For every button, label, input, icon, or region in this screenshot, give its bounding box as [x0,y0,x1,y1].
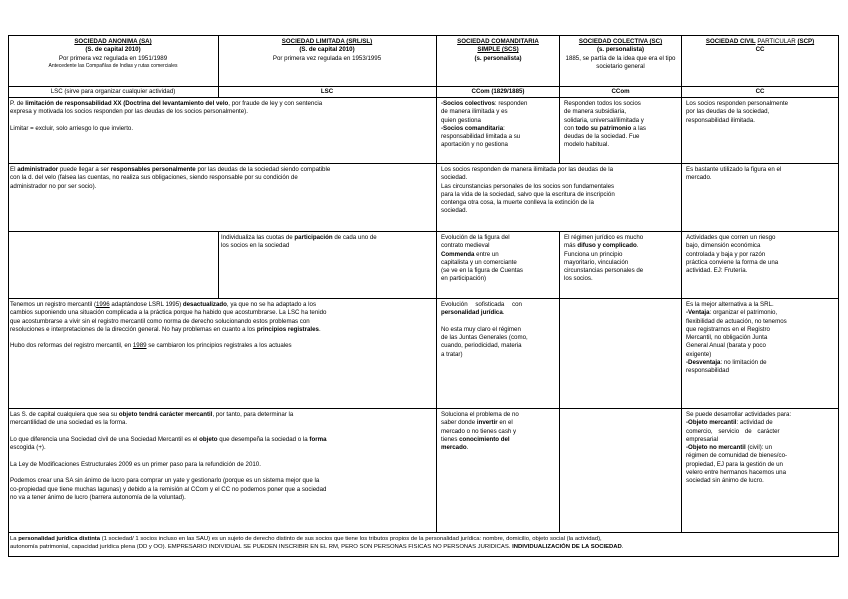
header-sl [220,38,434,63]
header-scp-title-bold: SOCIEDAD CIVIL [705,38,756,45]
text: propiedad, EJ para la gestión de un [686,460,783,468]
text: a las [632,124,646,132]
text: no va a tener ánimo de lucro (barrera autonomía de la voluntad). [10,493,186,501]
text: Funciona un principio [564,250,623,258]
text: . [636,242,639,250]
header-scp [683,38,837,55]
law-sa: LSC (sirve para organizar cualquier actividad) [50,88,176,95]
row-divider [8,532,839,533]
header-sa-regulada: Por primera vez regulada en 1951/1989 [58,54,168,62]
text: de cada uno de [334,234,377,241]
text: co-propiedad que tiene muchas lagunas) y debido a la remisión al CCom y el CC no podemos poner que a sociedad [10,485,327,493]
text: Es la mejor alternativa a la SRL. [686,301,774,308]
text: Individualiza las cuotas de [221,234,293,241]
column-divider [681,35,682,532]
text: práctica conviene la forma de una [686,258,779,266]
text: velero entre hermanos hacemos una [686,469,787,477]
header-sc-persona: (s. personalista) [596,46,645,54]
text-bold: forma [309,435,327,443]
row5-sa-sl [10,411,434,502]
text-bold: administrador [17,166,59,173]
text: cuando, periodicidad, materia [441,342,522,350]
text: mercantilidad de una sociedad es la forma. [10,419,128,427]
text: responsabilidad ilimitada. [686,116,755,124]
text: Limitar = excluir, solo arriesgo lo que invierto. [10,124,134,132]
text-bold: -Ventaja [686,309,710,317]
text: de las Juntas Generales (como, [441,334,528,342]
text: Evolución de la figura del [441,234,510,241]
text: : no limitación de [720,359,767,367]
text: Evolución sofisticada con [441,301,522,308]
text: Responden todos los socios [564,100,641,107]
row-divider [8,231,839,232]
row2-scp [686,166,837,183]
text: por las deudas de la sociedad, [686,108,770,116]
header-scs-title-b: SIMPLE (SCS) [477,46,519,54]
text: puede llegar a ser [59,166,110,173]
row-divider [8,97,839,98]
text-underline: 1989 [132,342,147,350]
text: Tenemos un registro mercantil ( [10,301,97,308]
row5-scp [686,411,837,486]
text-bold: desactualizado [182,301,227,308]
row3-sc [564,234,680,284]
text-bold: limitación de responsabilidad XX (Doctrina del levantamiento del velo [25,100,229,107]
text: Podemos crear una SA sin ánimo de lucro para comprar un yate y gestionarlo (porque es un sistema mejor que la [10,477,320,485]
row2-sa-sl [10,166,434,191]
text: quien gestiona [441,116,481,124]
text: sociedad sin ánimo de lucro. [686,477,764,485]
text: mercado o no tienes cash y [441,427,517,435]
text-bold: participación [294,234,333,241]
text: flexibilidad de actuación, no tenemos [686,317,787,325]
text: . [502,309,505,317]
text: (civil): un [747,444,773,452]
row4-scs [441,301,558,359]
text: El régimen jurídico es mucho [564,234,644,241]
text: sociedad. [441,207,468,215]
row4-sa-sl [10,301,434,351]
text: que registrarnos en el Registro [686,325,770,333]
text: controlada y baja y por razón [686,250,766,258]
text: circunstancias personales de [564,267,644,275]
text: (se ve en la figura de Cuentas [441,267,523,275]
text: adaptándose LSRL 1995) [111,301,182,308]
column-divider [218,35,219,98]
text: por las deudas de la sociedad siendo compatible [197,166,331,173]
header-sl-regulada: Por primera vez regulada en 1953/1995 [272,54,382,62]
text-bold: -Objeto no mercantil [686,444,746,452]
text: mayoritario, vinculación [564,258,629,266]
column-divider [559,231,560,532]
text: más [564,242,576,250]
text: solidaria, universal/ilimitada y [564,116,644,124]
row3-scp [686,234,837,275]
row3-scs [441,234,558,284]
row-divider [8,298,839,299]
row-divider [8,86,839,87]
text: (1 sociedad/ 1 socios incluso en las SAU) es un sujeto de derecho distinto de sus socios que tiene los tributos propios de la personalidad jurídica: nombre, domicilio, objeto social (la actividad), [101,536,602,542]
header-scp-title-tail: (SCP) [797,38,815,45]
header-sc-desc: 1885, se partía de la idea que era el tipo societario general [565,54,676,70]
text: régimen de comunidad de bienes/co- [686,452,788,460]
text: con [564,124,574,132]
text: Las circunstancias personales de los socios son fundamentales [441,182,615,190]
header-sa-antecedente: Antecedente las Compañías de Indias y rutas comerciales [48,62,178,69]
text: comercio, servicio de carácter [686,427,780,435]
row2-scs-sc [441,166,680,216]
text: cambios suponiendo una situación complicada a la práctica porque ha habido que acostumbrarse. La LSC ha tenido [10,309,327,317]
text: actividad. EJ: Frutería. [686,267,748,275]
row1-sc [564,100,680,150]
text: . [318,325,321,333]
text: autonomía patrimonial, capacidad jurídica plena (DD y OO). EMPRESARIO INDIVIDUAL SE PUEDEN INSCRIBIR EN EL RM, PERO SON PERSONAS FISICAS NO PERSONAS JURIDICAS. [10,544,511,551]
text: Mercantil, no obligación Junta [686,334,768,342]
text: . [621,544,624,551]
text: Se puede desarrollar actividades para: [686,411,792,418]
text: administrador no por ser socio). [10,182,97,190]
table-border-right [838,35,839,557]
text: resoluciones e interpretaciones de la dirección general. No hay problemas en cuanto a los [10,325,256,333]
text-bold: difuso y complicado [577,242,637,250]
text-bold: invertir [476,419,498,427]
row-divider [8,163,839,164]
text: escogida (+). [10,444,46,452]
text: responsabilidad [686,367,730,375]
text-bold: mercado [441,444,467,452]
row3-sl [221,234,435,251]
header-scp-cc: CC [755,46,765,54]
header-scs-persona: (s. personalista) [474,54,522,62]
text: La Ley de Modificaciones Estructurales 2009 es un primer paso para la refundición de 2010. [10,460,261,468]
text: en el [499,419,513,427]
text-bold: INDIVIDUALIZACIÓN DE LA SOCIEDAD [512,544,622,551]
text: aportación y no gestiona [441,141,508,149]
text-underline: 1996 [96,301,110,308]
text: Lo que diferencia una Sociedad civil de una Sociedad Mercantil es el [10,435,198,443]
header-sl-capital: (S. de capital 2010) [299,46,355,54]
text: Hubo dos reformas del registro mercantil, en [10,342,132,350]
text: Soluciona el problema de no [441,411,519,418]
text: capitalista y un comerciante [441,258,517,266]
text: , por fraude de ley y con sentencia [228,100,323,107]
text: No esta muy claro el régimen [441,325,521,333]
text: para la vida de la sociedad, salvo que la escritura de inscripción [441,190,615,198]
text: expresa y motivada los socios responden por las deudas de los socios personalmente). [10,108,248,116]
text: exigente) [686,350,712,358]
row4-scp [686,301,837,376]
text: El [10,166,16,173]
text: entre un [476,250,499,258]
header-sa-title: SOCIEDAD ANONIMA (SA) [74,38,152,45]
footer-row [10,535,837,552]
law-sl: LSC [320,88,334,95]
text: Actividades que corren un riesgo [686,234,776,241]
text: deudas de la sociedad. Fue [564,133,640,141]
header-sa [10,38,216,70]
text-bold: principios registrales [256,325,319,333]
text: de manera subsidiaria, [564,108,627,116]
text: tienes [441,435,458,443]
column-divider [218,231,219,299]
header-sa-capital: (S. de capital 2010) [85,46,141,54]
table-border-top [8,35,839,36]
row1-scs [441,100,558,150]
text: : responden [494,100,528,107]
text: : [503,124,505,132]
text-bold: todo su patrimonio [575,124,632,132]
text: , ya que no se ha adaptado a los [226,301,317,308]
text: de manera ilimitada y es [441,108,508,116]
text: responsabilidad limitada a su [441,133,521,141]
law-sc: CCom [611,88,630,95]
law-scs: CCom (1829/1885) [471,88,525,95]
row-divider [8,408,839,409]
text: : actividad de [736,419,773,427]
text-bold: Commenda [441,250,475,258]
header-sc-title: SOCIEDAD COLECTIVA (SC) [578,38,663,45]
row1-sa-sl [10,100,434,133]
header-sl-title: SOCIEDAD LIMITADA (SRL/SL) [281,38,373,45]
text: contrato medieval [441,242,490,250]
text: General Anual (barata y poco [686,342,766,350]
header-scs-title-a: SOCIEDAD COMANDITARIA [457,38,539,45]
text: que desempeña la sociedad o la [219,435,308,443]
text: P. de [10,100,24,107]
text: los socios en la sociedad [221,242,290,250]
text: los socios. [564,275,593,283]
header-scs [438,38,558,63]
text-bold: -Objeto mercantil [686,419,737,427]
text-bold: -Socios comanditaria [441,124,504,132]
text-bold: -Desventaja [686,359,721,367]
text-bold: objeto tendrá carácter mercantil [118,411,213,418]
text: saber donde [441,419,476,427]
column-divider [559,35,560,164]
text-bold: responsables personalmente [110,166,196,173]
text-bold: personalidad jurídica [441,309,503,317]
text: Las S. de capital cualquiera que sea su [10,411,118,418]
text: con la d. del velo (falsea las cuentas, no realiza sus obligaciones, siendo responsable por su condición de [10,174,298,182]
table-border-bottom [8,556,839,557]
text: modelo habitual. [564,141,610,149]
text: . [466,444,469,452]
table-border-left [8,35,9,557]
text: sociedad. [441,174,468,182]
text: en participación) [441,275,487,283]
header-scp-title-normal: PARTICULAR [757,38,796,45]
text: Los socios responden de manera ilimitada por las deudas de la [441,166,614,173]
text: a tratar) [441,350,463,358]
column-divider [436,35,437,532]
header-sc [561,38,680,71]
text-bold: conocimiento del [459,435,510,443]
law-scp: CC [755,88,765,95]
text: La [10,536,17,542]
text: se cambiaron los principios registrales a los actuales [148,342,292,350]
row1-scp [686,100,837,125]
text: Es bastante utilizado la figura en el [686,166,782,173]
text: mercado. [686,174,712,182]
text-bold: personalidad jurídica distinta [18,536,101,542]
text: que acostumbrarse a vivir sin el registro mercantil como norma de derecho solucionando estos problemas con [10,317,310,325]
text: contenga otra cosa, la muerte conlleva la extinción de la [441,199,594,207]
text-bold: -Socios colectivos [441,100,495,107]
text: , por tanto, para determinar la [212,411,294,418]
text: empresarial [686,435,719,443]
text: : organizar el patrimonio, [709,309,778,317]
text: Los socios responden personalmente [686,100,789,107]
text: bajo, dimensión económica [686,242,761,250]
text-bold: objeto [199,435,218,443]
row5-scs [441,411,558,452]
